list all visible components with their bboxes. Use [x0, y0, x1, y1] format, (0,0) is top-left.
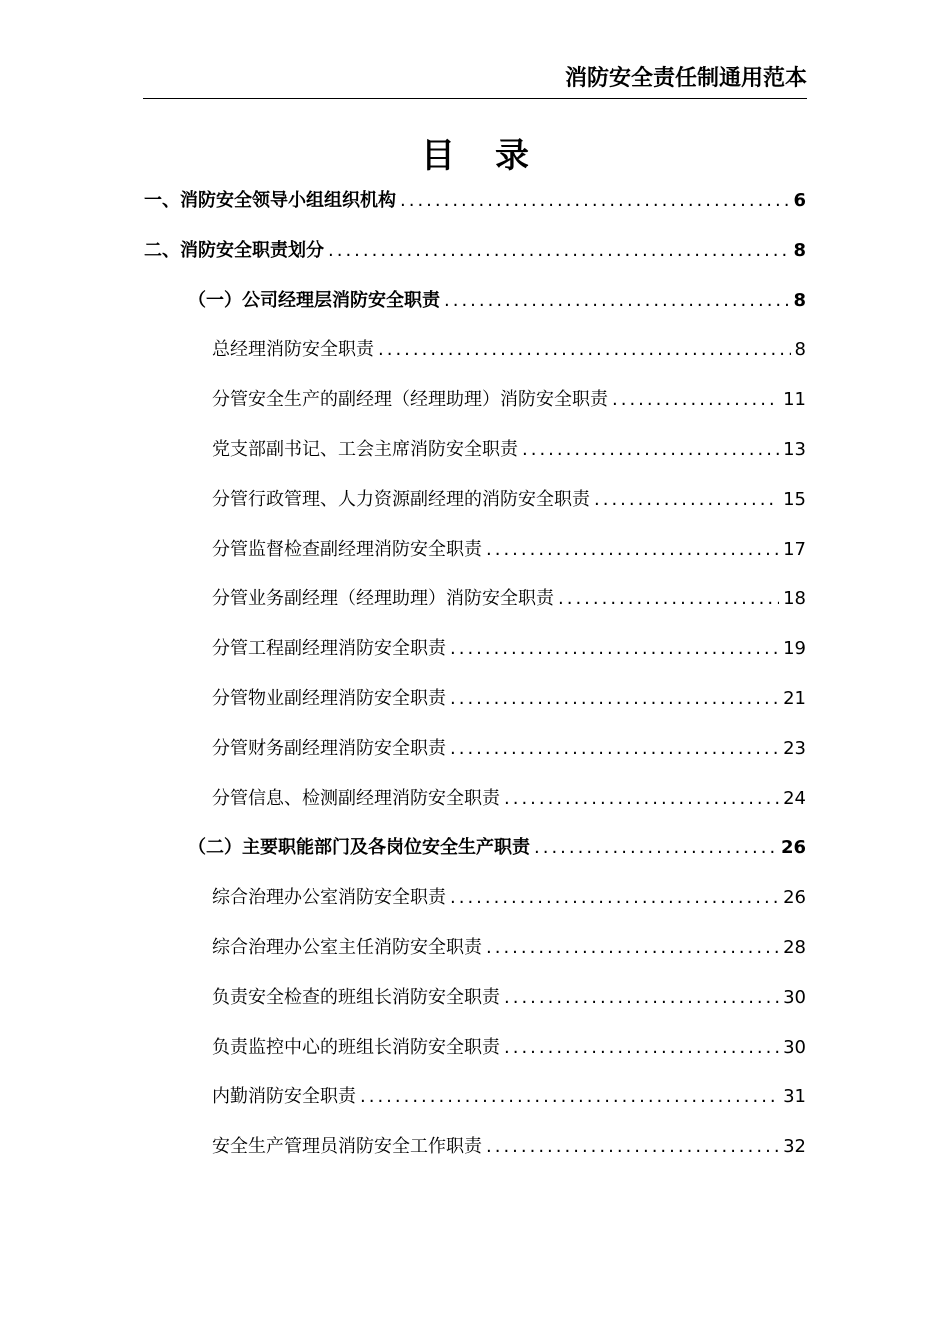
toc-entry-title: 分管安全生产的副经理（经理助理）消防安全职责 — [212, 389, 608, 411]
toc-entry-title: 分管物业副经理消防安全职责 — [212, 688, 446, 709]
toc-entry-title: 安全生产管理员消防安全工作职责 — [212, 1136, 482, 1158]
toc-dot-leader — [450, 634, 779, 664]
toc-entry[interactable] — [212, 584, 806, 614]
toc-page-number: 23 — [783, 737, 806, 759]
toc-page-number: 6 — [793, 190, 806, 211]
toc-page-number: 30 — [783, 1036, 806, 1058]
toc-entry-title: 负责安全检查的班组长消防安全职责 — [212, 986, 500, 1008]
toc-page-number: 15 — [783, 488, 806, 510]
toc-entry[interactable] — [212, 435, 806, 465]
toc-entry[interactable] — [212, 385, 806, 415]
toc-dot-leader — [444, 286, 789, 316]
toc-entry-title: 二、消防安全职责划分 — [144, 239, 324, 261]
toc-page-number: 26 — [780, 837, 806, 859]
toc-dot-leader — [328, 236, 789, 266]
toc-page-number: 17 — [783, 538, 806, 560]
toc-dot-leader — [400, 186, 789, 216]
toc-entry-title: 综合治理办公室消防安全职责 — [212, 887, 446, 909]
toc-entry-title: 分管信息、检测副经理消防安全职责 — [212, 787, 500, 809]
toc-dot-leader — [504, 983, 779, 1013]
toc-entry[interactable] — [212, 634, 806, 664]
toc-entry-title: 一、消防安全领导小组组织机构 — [144, 190, 396, 211]
toc-entry[interactable] — [212, 335, 806, 365]
toc-entry-title: 总经理消防安全职责 — [212, 339, 374, 361]
toc-entry[interactable] — [212, 983, 806, 1013]
toc-entry[interactable] — [212, 1132, 806, 1162]
toc-entry-title: 分管业务副经理（经理助理）消防安全职责 — [212, 588, 554, 610]
toc-dot-leader — [486, 933, 779, 963]
toc-page-number: 19 — [783, 638, 806, 660]
toc-entry[interactable] — [188, 833, 806, 863]
toc-page-number: 11 — [783, 389, 806, 411]
toc-dot-leader — [504, 784, 779, 814]
page-header — [143, 64, 807, 99]
toc-entry-title: 分管财务副经理消防安全职责 — [212, 737, 446, 759]
toc-entry[interactable] — [212, 734, 806, 764]
toc-entry-title: 党支部副书记、工会主席消防安全职责 — [212, 439, 518, 460]
toc-entry-title: 分管行政管理、人力资源副经理的消防安全职责 — [212, 488, 590, 510]
toc-page-number: 18 — [783, 588, 806, 610]
toc-dot-leader — [378, 335, 791, 365]
toc-entry[interactable] — [212, 485, 806, 515]
toc-heading: 目录 — [421, 136, 569, 176]
toc-entry[interactable] — [212, 784, 806, 814]
toc-dot-leader — [522, 435, 779, 465]
toc-page-number: 8 — [793, 289, 806, 311]
toc-page-number: 8 — [793, 239, 806, 261]
toc-dot-leader — [450, 883, 779, 913]
toc-dot-leader — [360, 1082, 779, 1112]
toc-entry[interactable] — [212, 535, 806, 565]
toc-entry-title: 分管工程副经理消防安全职责 — [212, 638, 446, 660]
toc-dot-leader — [486, 535, 779, 565]
toc-dot-leader — [486, 1132, 779, 1162]
toc-entry-title: 内勤消防安全职责 — [212, 1086, 356, 1108]
toc-entry-title: （一）公司经理层消防安全职责 — [188, 289, 440, 311]
toc-page-number: 24 — [783, 787, 806, 809]
toc-entry[interactable] — [212, 1033, 806, 1063]
toc-dot-leader — [450, 734, 779, 764]
toc-entry[interactable] — [212, 933, 806, 963]
toc-entry[interactable] — [212, 883, 806, 913]
toc-entry-title: 负责监控中心的班组长消防安全职责 — [212, 1036, 500, 1058]
toc-dot-leader — [450, 684, 779, 714]
toc-entry[interactable] — [144, 236, 806, 266]
toc-page-number: 21 — [783, 688, 806, 709]
toc-page-number: 8 — [794, 339, 806, 361]
toc-dot-leader — [534, 833, 777, 863]
toc-page-number: 28 — [783, 937, 806, 958]
toc-dot-leader — [504, 1033, 779, 1063]
toc-dot-leader — [594, 485, 779, 515]
toc-entry-title: 分管监督检查副经理消防安全职责 — [212, 538, 482, 560]
toc-page-number: 31 — [783, 1086, 806, 1108]
toc-page-number: 13 — [783, 439, 806, 460]
toc-entry[interactable] — [188, 286, 806, 316]
toc-entry[interactable] — [144, 186, 806, 216]
toc-page-number: 26 — [783, 887, 806, 909]
document-title: 消防安全责任制通用范本 — [564, 66, 807, 91]
toc-dot-leader — [558, 584, 779, 614]
toc-page-number: 32 — [783, 1136, 806, 1158]
toc-entry[interactable] — [212, 1082, 806, 1112]
toc-entry-title: 综合治理办公室主任消防安全职责 — [212, 937, 482, 958]
toc-page-number: 30 — [783, 986, 806, 1008]
toc-dot-leader — [612, 385, 779, 415]
toc-entry[interactable] — [212, 684, 806, 714]
toc-entry-title: （二）主要职能部门及各岗位安全生产职责 — [188, 837, 530, 859]
